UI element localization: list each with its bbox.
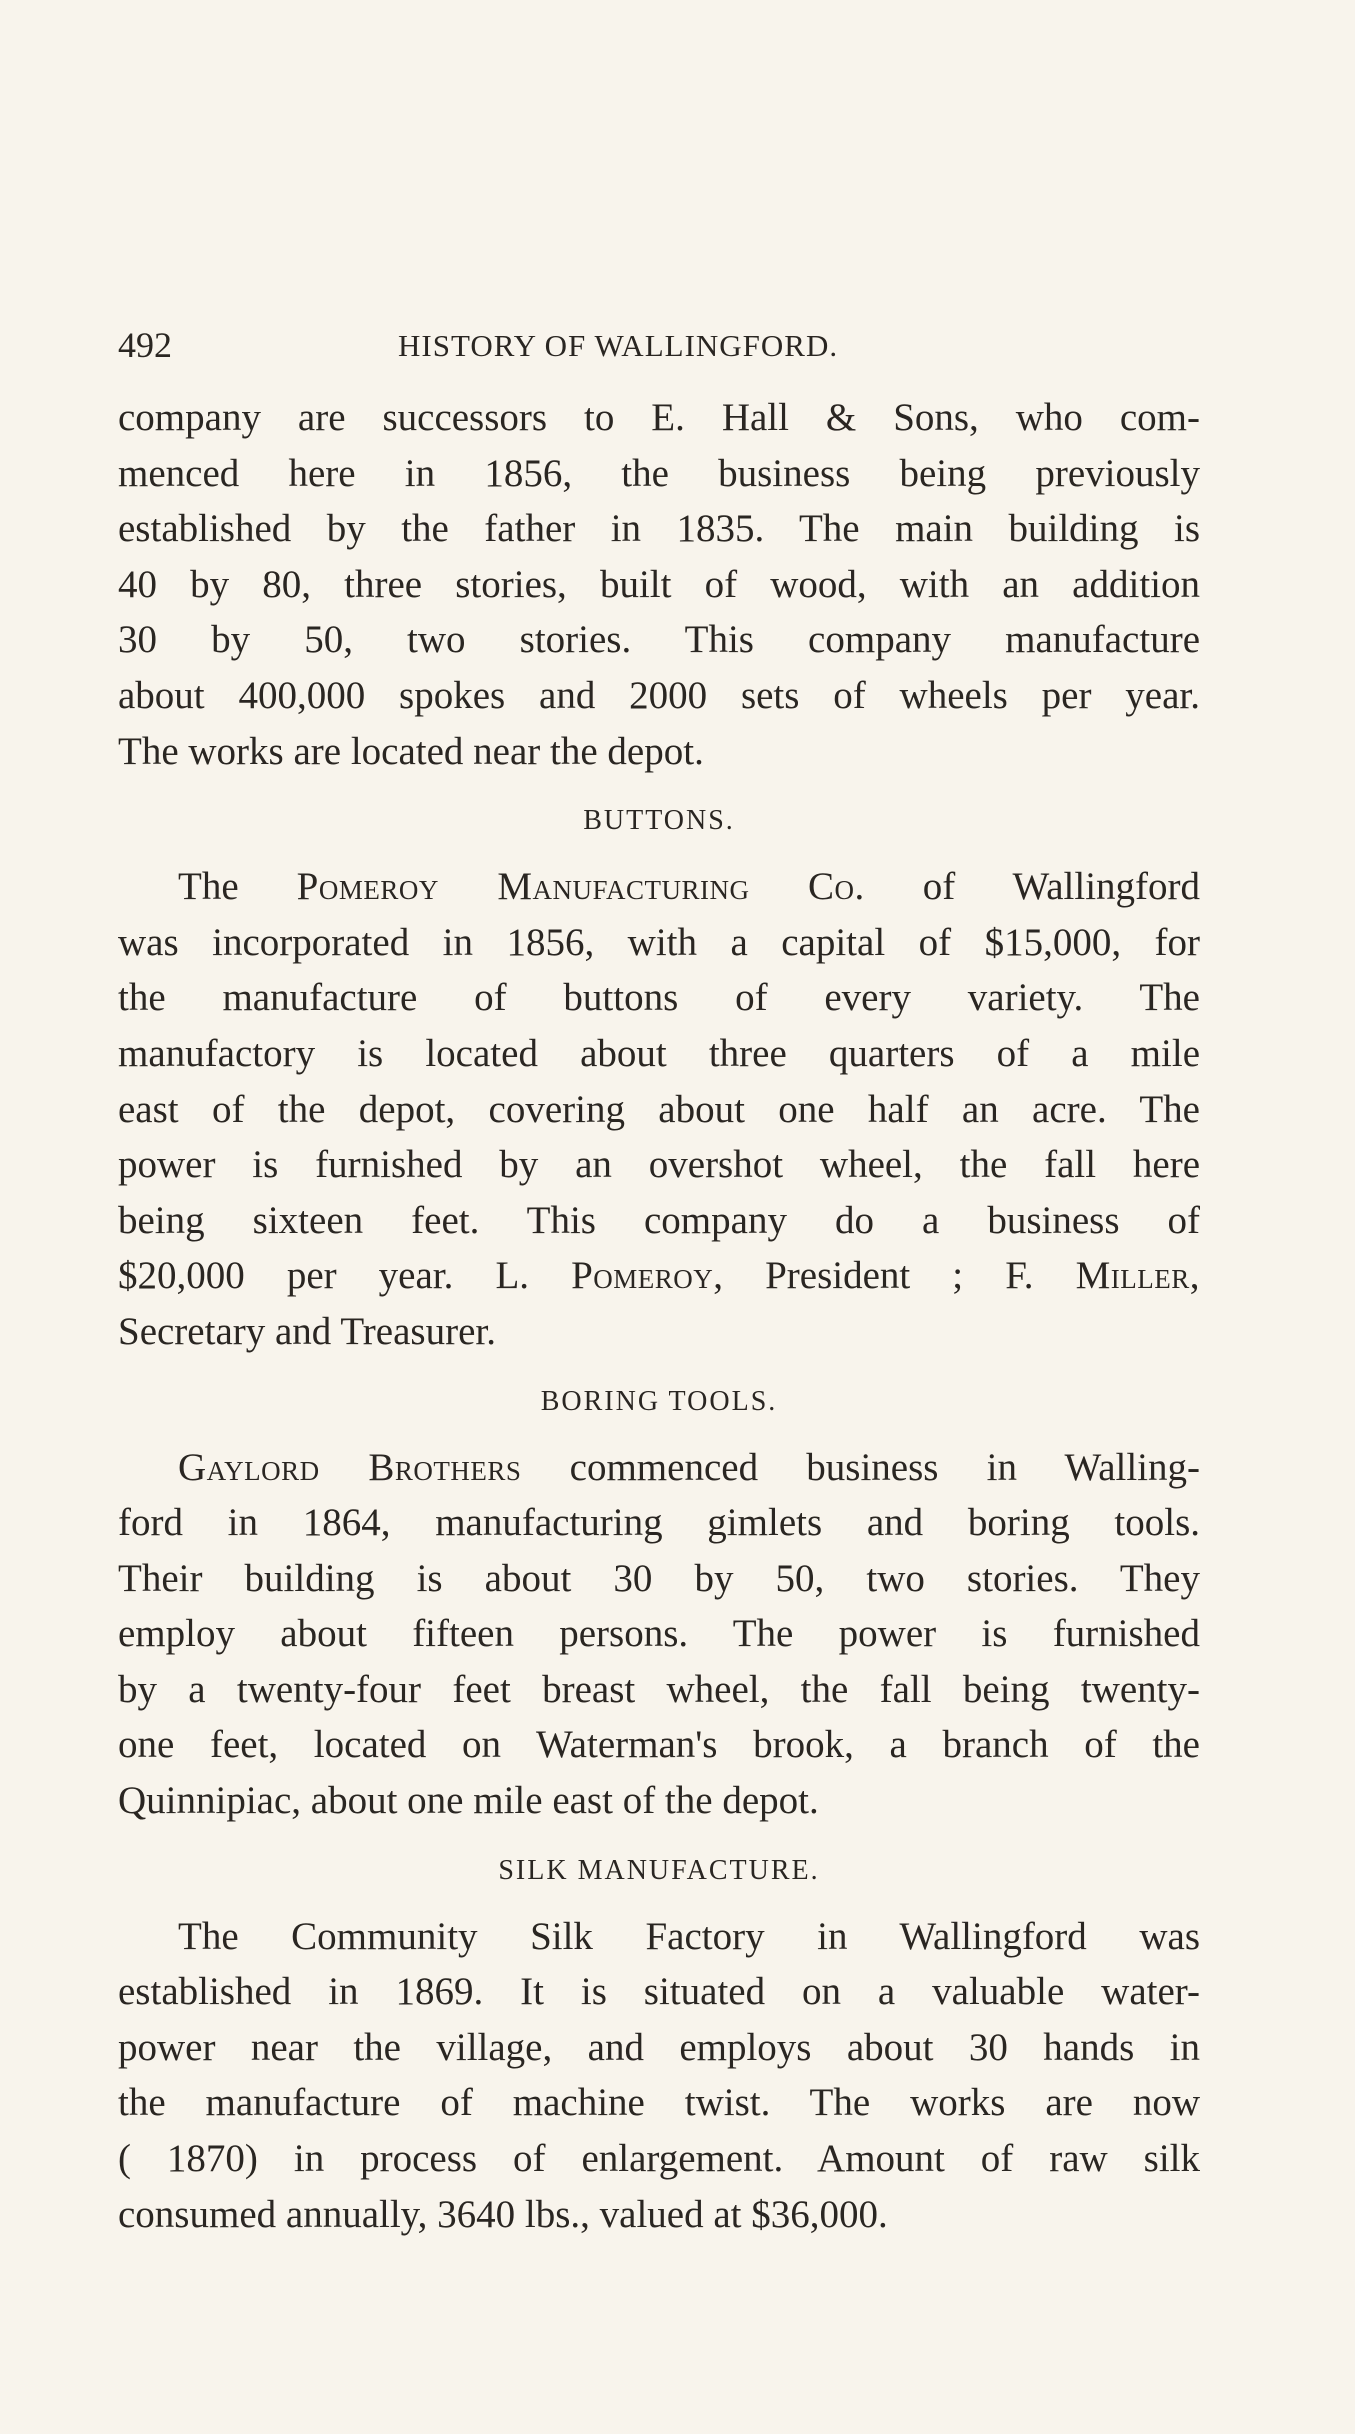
- boring-tools-paragraph: [118, 1440, 1200, 1829]
- book-page: [118, 318, 1200, 2242]
- section-heading-silk: SILK MANUFACTURE.: [498, 1854, 820, 1886]
- text-line: Quinnipiac, about one mile east of the depot.: [118, 1779, 819, 1823]
- text-line: employ about fifteen persons. The power is furnished: [118, 1612, 1200, 1656]
- text-line: established by the father in 1835. The main building is: [118, 507, 1200, 551]
- text-line: The works are located near the depot.: [118, 729, 704, 773]
- text-line: Their building is about 30 by 50, two stories. They: [118, 1556, 1200, 1600]
- continuation-paragraph: [118, 390, 1200, 779]
- text-fragment: The: [178, 865, 239, 909]
- text-line: power is furnished by an overshot wheel, the fall here: [118, 1143, 1200, 1187]
- text-line: 40 by 80, three stories, built of wood, with an addition: [118, 562, 1200, 606]
- section-heading-boring-tools: BORING TOOLS.: [540, 1385, 778, 1417]
- text-line: east of the depot, covering about one half an acre. The: [118, 1087, 1200, 1131]
- text-line: one feet, located on Waterman's brook, a branch of the: [118, 1723, 1200, 1767]
- running-title: HISTORY OF WALLINGFORD.: [398, 328, 839, 363]
- text-line: [118, 859, 1200, 915]
- text-line: The Community Silk Factory in Wallingford was: [178, 1914, 1200, 1958]
- text-fragment: , President ; F.: [713, 1254, 1034, 1298]
- text-line: 30 by 50, two stories. This company manufacture: [118, 618, 1200, 662]
- text-fragment: commenced business in Walling-: [569, 1445, 1201, 1489]
- company-name: Gaylord Brothers: [178, 1445, 522, 1489]
- text-line: the manufacture of buttons of every variety. The: [118, 976, 1200, 1020]
- person-name: Miller,: [1075, 1254, 1200, 1298]
- text-line: was incorporated in 1856, with a capital of $15,000, for: [118, 920, 1200, 964]
- text-fragment: $20,000 per year. L.: [118, 1254, 530, 1298]
- silk-paragraph: [118, 1909, 1200, 2243]
- text-line: being sixteen feet. This company do a business of: [118, 1198, 1200, 1242]
- text-line: established in 1869. It is situated on a valuable water-: [118, 1970, 1200, 2014]
- buttons-paragraph: [118, 859, 1200, 1359]
- text-line: [118, 1440, 1200, 1496]
- text-line: by a twenty-four feet breast wheel, the fall being twenty-: [118, 1667, 1200, 1711]
- text-line: consumed annually, 3640 lbs., valued at $36,000.: [118, 2192, 888, 2236]
- text-line: company are successors to E. Hall & Sons, who com-: [118, 396, 1200, 439]
- running-head: [118, 318, 1200, 378]
- text-line: ford in 1864, manufacturing gimlets and boring tools.: [118, 1501, 1200, 1545]
- text-line: menced here in 1856, the business being previously: [118, 451, 1200, 495]
- text-line: manufactory is located about three quarters of a mile: [118, 1031, 1200, 1075]
- page-number: 492: [118, 325, 172, 365]
- text-fragment: of Wallingford: [922, 865, 1201, 909]
- text-line: the manufacture of machine twist. The works are now: [118, 2081, 1200, 2125]
- text-line: ( 1870) in process of enlargement. Amount of raw silk: [118, 2137, 1200, 2181]
- company-name: Pomeroy Manufacturing Co.: [296, 865, 865, 909]
- section-heading-buttons: BUTTONS.: [583, 805, 735, 837]
- person-name: Pomeroy: [571, 1254, 714, 1298]
- text-line: Secretary and Treasurer.: [118, 1309, 496, 1353]
- text-line: power near the village, and employs about 30 hands in: [118, 2025, 1200, 2069]
- text-line: about 400,000 spokes and 2000 sets of wheels per year.: [118, 673, 1200, 717]
- text-line: [118, 1248, 1200, 1304]
